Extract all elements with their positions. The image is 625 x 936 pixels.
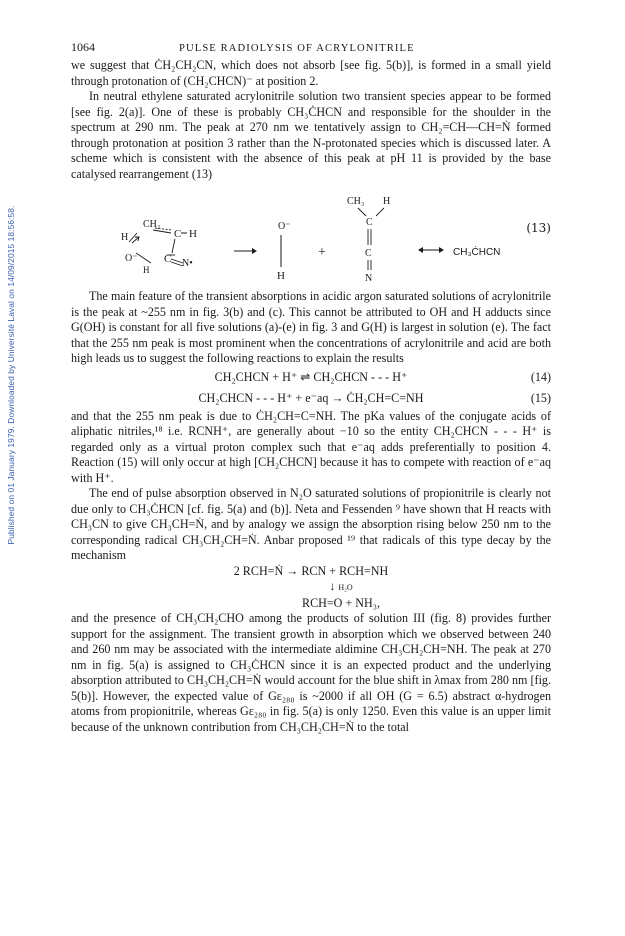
article-body-part-3 [71, 409, 551, 564]
product-radical-label: CH₃ĊHCN [453, 247, 501, 258]
forward-arrow-head [252, 248, 257, 254]
bond-ch3-c [358, 208, 366, 216]
paragraph-4: and that the 255 nm peak is due to ĊH₂CH=C=NH. The pKa values of the conjugate acids of aliphatic nitriles,¹⁸ i.e. RCNH⁺, are generally about −10 so the entity CH₂CHCN - - - H⁺ is regarded only as a virtual proton complex such that e⁻aq adds preferentially to position 4. Reaction (15) will only occur at high [CH₂CHCN] because it has to compete with reaction of e⁻aq with H⁺. [71, 408, 551, 485]
bond-h-c [376, 208, 384, 216]
equation-15-number: (15) [530, 390, 551, 405]
c-upper-label: C [174, 228, 182, 240]
mechanism-line-3: RCH=O + NH₃, [302, 595, 380, 610]
equation-15-text: CH₂CHCN - - - H⁺ + e⁻aq → ĊH₂CH=C=NH [198, 390, 424, 405]
n-bottom-label: N [365, 273, 373, 284]
paragraph-1: we suggest that ĊH₂CH₂CN, which does not absorb [see fig. 5(b)], is formed in a small yield through protonation of (CH₂CHCN)⁻ at position 2. [71, 58, 551, 88]
bond-h-arrow [129, 233, 137, 242]
download-provenance-note: Published on 01 January 1979. Downloaded by Université Laval on 14/09/2015 18:56:58. [6, 205, 16, 545]
running-title: PULSE RADIOLYSIS OF ACRYLONITRILE [179, 43, 415, 54]
plus-sign: + [318, 245, 326, 260]
hydroxide-o-label: O⁻ [278, 221, 291, 232]
equation-number-13: (13) [526, 221, 551, 235]
page-header [71, 40, 551, 58]
article-body [71, 58, 551, 182]
mechanism-line-2 [71, 579, 551, 596]
h-upper-right-label: H [189, 228, 197, 240]
o-minus-label: O⁻ [125, 253, 138, 264]
mechanism-reagent: H₂O [338, 583, 353, 592]
bond-ch2-c [153, 230, 171, 233]
h-bottom-label: H [143, 265, 150, 275]
article-body-continued [71, 289, 551, 367]
ch3-label: CH₃ [347, 196, 365, 207]
hydroxide-h-label: H [277, 270, 285, 282]
bond-c-c [172, 239, 175, 253]
journal-page [71, 40, 551, 735]
h-right-label: H [383, 196, 391, 207]
ch2-label: CH₂ [143, 219, 161, 230]
equation-14 [71, 367, 551, 388]
equation-15 [71, 388, 551, 409]
paragraph-5: The end of pulse absorption observed in N₂O saturated solutions of propionitrile is clearly not due only to CH₃ĊHCN [cf. fig. 5(a) and (b)]. Neta and Fessenden ⁹ have shown that H reacts with CH₃CN to give CH₃CH=Ṅ, and by analogy we assign the absorption rising below 250 nm to the corresponding radical CH₃CH₂CH=Ṅ. Anbar proposed ¹⁹ that radicals of this type decay by the mechanism [71, 486, 551, 562]
c-top-label: C [366, 217, 373, 228]
page-number: 1064 [71, 40, 95, 54]
electron-shift-arrow-2 [136, 253, 151, 263]
reaction-scheme-13 [71, 183, 551, 289]
h-left-label: H [121, 232, 129, 243]
resonance-arrow-head-right [439, 247, 444, 253]
paragraph-6: and the presence of CH₃CH₂CHO among the products of solution III (fig. 8) provides further support for the assignment. The transient growth in absorption which we observed between 240 and 260 nm may be associated with the intermediate aldimine CH₃CH₂CH=NH. The peak at 270 nm in fig. 5(a) is assigned to CH₃ĊHCN since it is an expected product and the underlying absorption attributed to CH₃CH₂CH=Ṅ would account for the blue shift in λmax from 280 nm [fig. 5(b)]. However, the expected value of Gε₂₈₀ is ~2000 if all OH (G = 6.5) abstract α-hydrogen atoms from propionitrile, whereas Gε₂₈₀ in fig. 5(a) is only 1250. Even this value is an upper limit because of the unknown contribution from CH₃CH₂CH=Ṅ to the total [71, 611, 551, 734]
mechanism-arrow: ↓ [329, 579, 336, 593]
decay-mechanism [71, 564, 551, 612]
resonance-arrow-head-left [418, 247, 423, 253]
rearrangement-structure-diagram [71, 183, 541, 289]
equation-14-text: CH₂CHCN + H⁺ ⇌ CH₂CHCN - - - H⁺ [214, 369, 408, 384]
mechanism-line-1: 2 RCH=Ṅ → RCN + RCH=NH [233, 563, 389, 578]
paragraph-2: In neutral ethylene saturated acrylonitrile solution two transient species appear to be formed [see fig. 2(a)]. One of these is probably CH₃ĊHCN and responsible for the shoulder in the spectrum at 290 nm. The peak at 270 nm we tentatively assign to CH₂=CH—CH=Ṅ formed through protonation at position 3 rather than the N-protonated species which is discussed later. A scheme which is consistent with the absence of this peak at pH 11 is provided by the base catalysed rearrangement (13) [71, 89, 551, 181]
article-body-part-4 [71, 611, 551, 735]
c-mid-label: C [365, 248, 372, 259]
paragraph-3: The main feature of the transient absorptions in acidic argon saturated solutions of acrylonitrile is the peak at ~255 nm in fig. 3(b) and (c). This cannot be attributed to OH and H adducts since G(OH) is constant for all five solutions (a)-(e) in fig. 3 and G(H) is largest in solution (e). The fact that the 255 nm peak is most prominent when the concentrations of acrylonitrile and acid are both high leads us to suggest the following reactions to explain the results [71, 289, 551, 365]
c-lower-label: C [164, 253, 172, 265]
n-radical-label: N• [182, 258, 193, 269]
equation-14-number: (14) [530, 369, 551, 384]
